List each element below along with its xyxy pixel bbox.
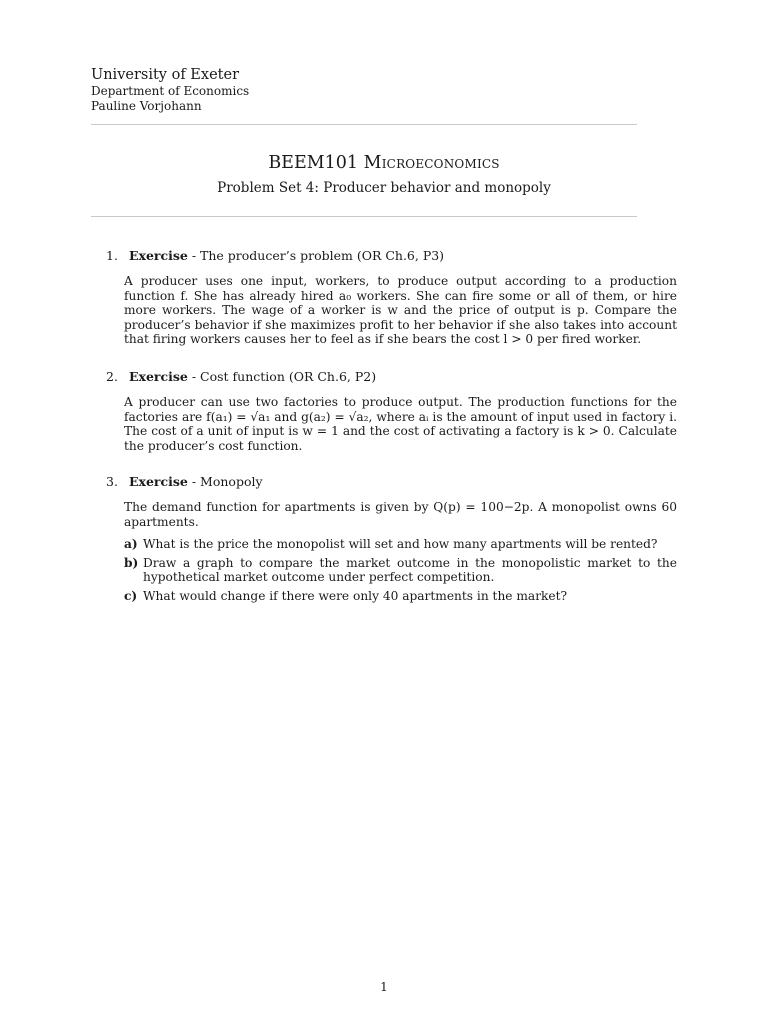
exercise-title: - Cost function (OR Ch.6, P2) <box>187 369 377 384</box>
part-a <box>124 537 677 552</box>
exercise-body: The demand function for apartments is given by Q(p) = 100−2p. A monopolist owns 60 apartments. <box>124 500 677 529</box>
course-title <box>91 152 677 174</box>
exercise-number: 1. <box>106 248 118 263</box>
part-b <box>124 556 677 585</box>
exercise-parts <box>124 537 677 603</box>
exercise-heading <box>91 369 677 385</box>
exercise-label: Exercise <box>129 248 188 263</box>
part-text: What is the price the monopolist will set and how many apartments will be rented? <box>143 537 658 552</box>
course-code: BEEM101 <box>268 153 359 173</box>
exercise-body: A producer uses one input, workers, to produce output according to a production function f. She has already hired a₀ workers. She can fire some or all of them, or hire more workers. The wage of a worker is w and the price of output is p. Compare the producer’s behavior if she maximizes profit to her behavior if she also takes into account that firing workers causes her to feel as if she bears the cost l > 0 per fired worker. <box>124 274 677 347</box>
department-name: Department of Economics <box>91 84 250 98</box>
page-number: 1 <box>380 980 388 994</box>
exercise-1 <box>91 248 677 347</box>
exercise-number: 2. <box>106 369 118 384</box>
university-name: University of Exeter <box>91 67 239 83</box>
exercise-label: Exercise <box>129 369 188 384</box>
title-divider <box>91 216 637 217</box>
header-divider <box>91 124 637 125</box>
exercise-heading <box>91 248 677 264</box>
part-label: a) <box>124 537 138 552</box>
exercise-body: A producer can use two factories to produce output. The production functions for the factories are f(a₁) = √a₁ and g(a₂) = √a₂, where aᵢ is the amount of input used in factory i. The cost of a unit of input is w = 1 and the cost of activating a factory is k > 0. Calculate the producer’s cost function. <box>124 395 677 453</box>
part-label: c) <box>124 588 138 603</box>
author-name: Pauline Vorjohann <box>91 99 202 113</box>
problem-set-subtitle: Problem Set 4: Producer behavior and monopoly <box>217 180 551 196</box>
exercise-3 <box>91 474 677 608</box>
exercise-title: - The producer’s problem (OR Ch.6, P3) <box>187 248 445 263</box>
exercise-title: - Monopoly <box>187 474 263 489</box>
part-c <box>124 589 677 604</box>
title-block <box>91 152 677 197</box>
part-text: What would change if there were only 40 apartments in the market? <box>143 588 568 603</box>
course-name: Microeconomics <box>363 153 500 173</box>
exercise-heading <box>91 474 677 490</box>
part-text: Draw a graph to compare the market outcome in the monopolistic market to the hypothetical market outcome under perfect competition. <box>143 555 677 585</box>
exercise-label: Exercise <box>129 474 188 489</box>
document-header <box>91 67 249 114</box>
exercise-2 <box>91 369 677 453</box>
exercise-number: 3. <box>106 474 118 489</box>
part-label: b) <box>124 555 139 570</box>
